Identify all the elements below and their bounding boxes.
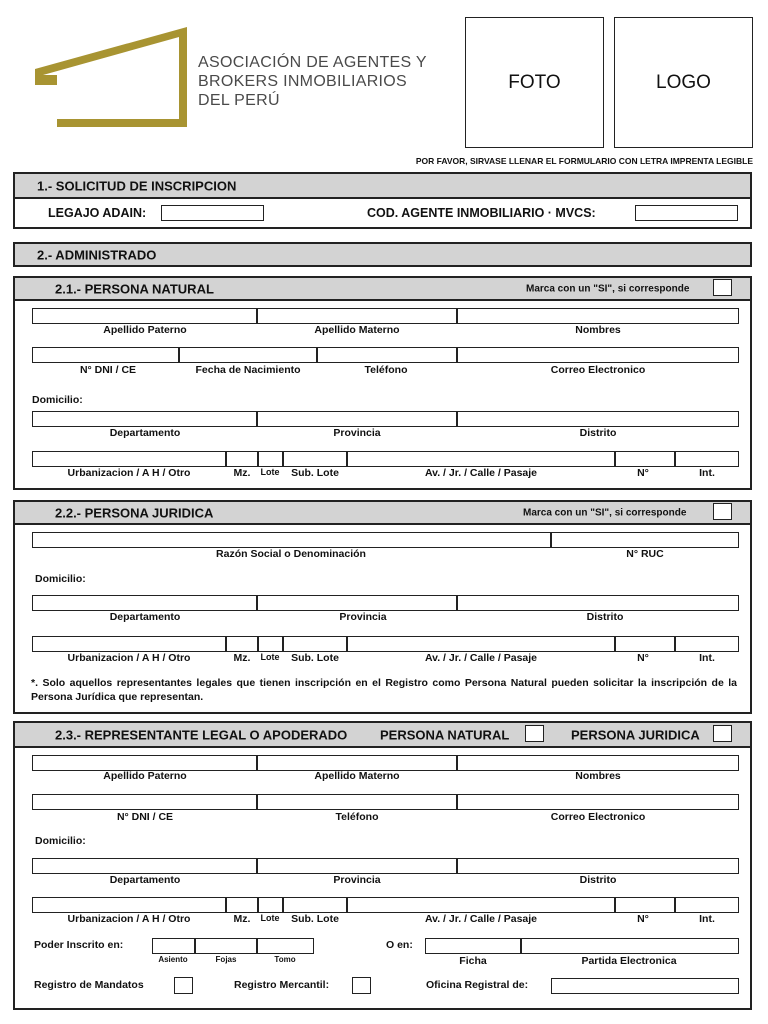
rl-departamento-label: Departamento bbox=[109, 874, 181, 886]
rl-provincia-label: Provincia bbox=[333, 874, 381, 886]
pn-fecha-label: Fecha de Nacimiento bbox=[195, 364, 301, 376]
rl-mz-input[interactable] bbox=[226, 897, 258, 913]
pn-dni-input[interactable] bbox=[32, 347, 179, 363]
section22-title: 2.2.- PERSONA JURIDICA bbox=[55, 505, 214, 520]
cod-agente-label: COD. AGENTE INMOBILIARIO · MVCS: bbox=[367, 206, 596, 220]
section23-pj-checkbox[interactable] bbox=[713, 725, 732, 742]
pn-interior-input[interactable] bbox=[675, 451, 739, 467]
pn-telefono-input[interactable] bbox=[317, 347, 457, 363]
rl-distrito-label: Distrito bbox=[579, 874, 617, 886]
org-name-line3: DEL PERÚ bbox=[198, 92, 280, 109]
rl-poder-label: Poder Inscrito en: bbox=[34, 939, 124, 951]
rl-ficha-label: Ficha bbox=[459, 955, 487, 967]
section21-title: 2.1.- PERSONA NATURAL bbox=[55, 281, 214, 296]
pj-distrito-input[interactable] bbox=[457, 595, 739, 611]
pn-urbanizacion-input[interactable] bbox=[32, 451, 226, 467]
rl-mandatos-checkbox[interactable] bbox=[174, 977, 193, 994]
section1-title: 1.- SOLICITUD DE INSCRIPCION bbox=[37, 178, 237, 193]
rl-avenida-input[interactable] bbox=[347, 897, 615, 913]
section23-pn-checkbox[interactable] bbox=[525, 725, 544, 742]
rl-mandatos-label: Registro de Mandatos bbox=[34, 979, 144, 991]
pn-provincia-input[interactable] bbox=[257, 411, 457, 427]
rl-mercantil-checkbox[interactable] bbox=[352, 977, 371, 994]
pn-avenida-input[interactable] bbox=[347, 451, 615, 467]
pj-urbanizacion-input[interactable] bbox=[32, 636, 226, 652]
section22-marca-label: Marca con un "SI", si corresponde bbox=[523, 507, 687, 518]
pn-dni-label: N° DNI / CE bbox=[79, 364, 137, 376]
rl-avenida-label: Av. / Jr. / Calle / Pasaje bbox=[424, 913, 538, 925]
pj-numero-input[interactable] bbox=[615, 636, 675, 652]
pn-distrito-label: Distrito bbox=[579, 427, 617, 439]
rl-partida-label: Partida Electronica bbox=[581, 955, 677, 967]
rl-lote-label: Lote bbox=[260, 913, 280, 923]
pn-sublote-input[interactable] bbox=[283, 451, 347, 467]
rl-correo-label: Correo Electronico bbox=[550, 811, 646, 823]
section2-title: 2.- ADMINISTRADO bbox=[37, 247, 157, 262]
rl-correo-input[interactable] bbox=[457, 794, 739, 810]
rl-apellido-paterno-label: Apellido Paterno bbox=[103, 770, 187, 782]
rl-asiento-label: Asiento bbox=[158, 955, 188, 964]
pj-interior-label: Int. bbox=[699, 652, 715, 664]
pj-razon-social-input[interactable] bbox=[32, 532, 551, 548]
org-name-line1: ASOCIACIÓN DE AGENTES Y bbox=[198, 54, 427, 71]
section21-header bbox=[13, 276, 752, 301]
section23-pj-label: PERSONA JURIDICA bbox=[571, 727, 700, 742]
pj-ruc-label: N° RUC bbox=[626, 548, 664, 560]
pj-sublote-input[interactable] bbox=[283, 636, 347, 652]
rl-nombres-label: Nombres bbox=[575, 770, 621, 782]
pj-numero-label: N° bbox=[637, 652, 649, 664]
rl-departamento-input[interactable] bbox=[32, 858, 257, 874]
pj-avenida-input[interactable] bbox=[347, 636, 615, 652]
pn-departamento-input[interactable] bbox=[32, 411, 257, 427]
pj-note: *. Solo aquellos representantes legales que tienen inscripción en el Registro como Persona Natural pueden solicitar la inscripción de la Persona Jurídica que representan. bbox=[31, 677, 737, 703]
rl-provincia-input[interactable] bbox=[257, 858, 457, 874]
rl-apellido-paterno-input[interactable] bbox=[32, 755, 257, 771]
rl-urbanizacion-label: Urbanizacion / A H / Otro bbox=[67, 913, 191, 925]
rl-oen-label: O en: bbox=[386, 939, 413, 951]
legajo-input[interactable] bbox=[161, 205, 264, 221]
pj-provincia-input[interactable] bbox=[257, 595, 457, 611]
pn-lote-label: Lote bbox=[260, 467, 280, 477]
pn-urbanizacion-label: Urbanizacion / A H / Otro bbox=[67, 467, 191, 479]
pn-avenida-label: Av. / Jr. / Calle / Pasaje bbox=[424, 467, 538, 479]
pj-lote-input[interactable] bbox=[258, 636, 283, 652]
rl-lote-input[interactable] bbox=[258, 897, 283, 913]
pn-apellido-materno-label: Apellido Materno bbox=[314, 324, 400, 336]
logo-box[interactable] bbox=[614, 17, 753, 148]
rl-urbanizacion-input[interactable] bbox=[32, 897, 226, 913]
pn-numero-label: N° bbox=[637, 467, 649, 479]
pj-departamento-label: Departamento bbox=[109, 611, 181, 623]
pn-provincia-label: Provincia bbox=[333, 427, 381, 439]
pn-lote-input[interactable] bbox=[258, 451, 283, 467]
pn-domicilio-label: Domicilio: bbox=[32, 394, 83, 406]
section21-marca-label: Marca con un "SI", si corresponde bbox=[526, 283, 690, 294]
pj-mz-input[interactable] bbox=[226, 636, 258, 652]
rl-oficina-label: Oficina Registral de: bbox=[426, 979, 529, 991]
section22-panel bbox=[13, 525, 752, 714]
pn-fecha-input[interactable] bbox=[179, 347, 317, 363]
rl-tomo-input[interactable] bbox=[257, 938, 314, 954]
org-name bbox=[198, 53, 427, 110]
rl-telefono-input[interactable] bbox=[257, 794, 457, 810]
pn-sublote-label: Sub. Lote bbox=[291, 467, 339, 479]
pj-avenida-label: Av. / Jr. / Calle / Pasaje bbox=[424, 652, 538, 664]
section23-panel bbox=[13, 748, 752, 1010]
rl-dni-label: N° DNI / CE bbox=[116, 811, 174, 823]
photo-box[interactable] bbox=[465, 17, 604, 148]
pj-sublote-label: Sub. Lote bbox=[291, 652, 339, 664]
rl-distrito-input[interactable] bbox=[457, 858, 739, 874]
rl-mercantil-label: Registro Mercantil: bbox=[234, 979, 330, 991]
rl-domicilio-label: Domicilio: bbox=[35, 835, 86, 847]
pj-distrito-label: Distrito bbox=[586, 611, 624, 623]
pn-departamento-label: Departamento bbox=[109, 427, 181, 439]
logo-label: LOGO bbox=[656, 71, 711, 93]
pn-interior-label: Int. bbox=[699, 467, 715, 479]
rl-sublote-label: Sub. Lote bbox=[291, 913, 339, 925]
rl-dni-input[interactable] bbox=[32, 794, 257, 810]
pn-mz-input[interactable] bbox=[226, 451, 258, 467]
rl-mz-label: Mz. bbox=[233, 913, 251, 925]
org-name-line2: BROKERS INMOBILIARIOS bbox=[198, 73, 408, 90]
rl-telefono-label: Teléfono bbox=[335, 811, 379, 823]
section23-pn-label: PERSONA NATURAL bbox=[380, 727, 510, 742]
rl-fojas-label: Fojas bbox=[215, 955, 237, 964]
pn-apellido-paterno-label: Apellido Paterno bbox=[103, 324, 187, 336]
rl-tomo-label: Tomo bbox=[274, 955, 296, 964]
section22-checkbox[interactable] bbox=[713, 503, 732, 520]
adain-logo bbox=[33, 27, 189, 129]
pj-departamento-input[interactable] bbox=[32, 595, 257, 611]
rl-asiento-input[interactable] bbox=[152, 938, 195, 954]
photo-label: FOTO bbox=[508, 71, 561, 93]
pn-numero-input[interactable] bbox=[615, 451, 675, 467]
pj-provincia-label: Provincia bbox=[339, 611, 387, 623]
pj-ruc-input[interactable] bbox=[551, 532, 739, 548]
rl-apellido-materno-input[interactable] bbox=[257, 755, 457, 771]
rl-oficina-input[interactable] bbox=[551, 978, 739, 994]
rl-numero-input[interactable] bbox=[615, 897, 675, 913]
pn-apellido-materno-input[interactable] bbox=[257, 308, 457, 324]
pn-nombres-input[interactable] bbox=[457, 308, 739, 324]
section23-header bbox=[13, 721, 752, 748]
rl-sublote-input[interactable] bbox=[283, 897, 347, 913]
pj-mz-label: Mz. bbox=[233, 652, 251, 664]
rl-interior-input[interactable] bbox=[675, 897, 739, 913]
section21-panel bbox=[13, 301, 752, 490]
pj-lote-label: Lote bbox=[260, 652, 280, 662]
pn-telefono-label: Teléfono bbox=[364, 364, 408, 376]
pn-correo-input[interactable] bbox=[457, 347, 739, 363]
legajo-label: LEGAJO ADAIN: bbox=[48, 206, 147, 220]
pn-distrito-input[interactable] bbox=[457, 411, 739, 427]
cod-agente-input[interactable] bbox=[635, 205, 738, 221]
rl-fojas-input[interactable] bbox=[195, 938, 257, 954]
section22-header bbox=[13, 500, 752, 525]
section2-header bbox=[13, 242, 752, 267]
section23-title: 2.3.- REPRESENTANTE LEGAL O APODERADO bbox=[55, 727, 348, 742]
rl-nombres-input[interactable] bbox=[457, 755, 739, 771]
rl-ficha-input[interactable] bbox=[425, 938, 521, 954]
instruction-note: POR FAVOR, SIRVASE LLENAR EL FORMULARIO CON LETRA IMPRENTA LEGIBLE bbox=[415, 156, 753, 166]
section21-checkbox[interactable] bbox=[713, 279, 732, 296]
rl-apellido-materno-label: Apellido Materno bbox=[314, 770, 400, 782]
section1-header bbox=[13, 172, 752, 199]
section1-panel bbox=[13, 199, 752, 229]
pj-urbanizacion-label: Urbanizacion / A H / Otro bbox=[67, 652, 191, 664]
pn-mz-label: Mz. bbox=[233, 467, 251, 479]
rl-interior-label: Int. bbox=[699, 913, 715, 925]
pj-interior-input[interactable] bbox=[675, 636, 739, 652]
pn-nombres-label: Nombres bbox=[575, 324, 621, 336]
pj-razon-social-label: Razón Social o Denominación bbox=[216, 548, 366, 560]
pj-domicilio-label: Domicilio: bbox=[35, 573, 86, 585]
pn-apellido-paterno-input[interactable] bbox=[32, 308, 257, 324]
logo-wordmark: ADAIN bbox=[67, 75, 168, 110]
rl-partida-input[interactable] bbox=[521, 938, 739, 954]
rl-numero-label: N° bbox=[637, 913, 649, 925]
pn-correo-label: Correo Electronico bbox=[550, 364, 646, 376]
